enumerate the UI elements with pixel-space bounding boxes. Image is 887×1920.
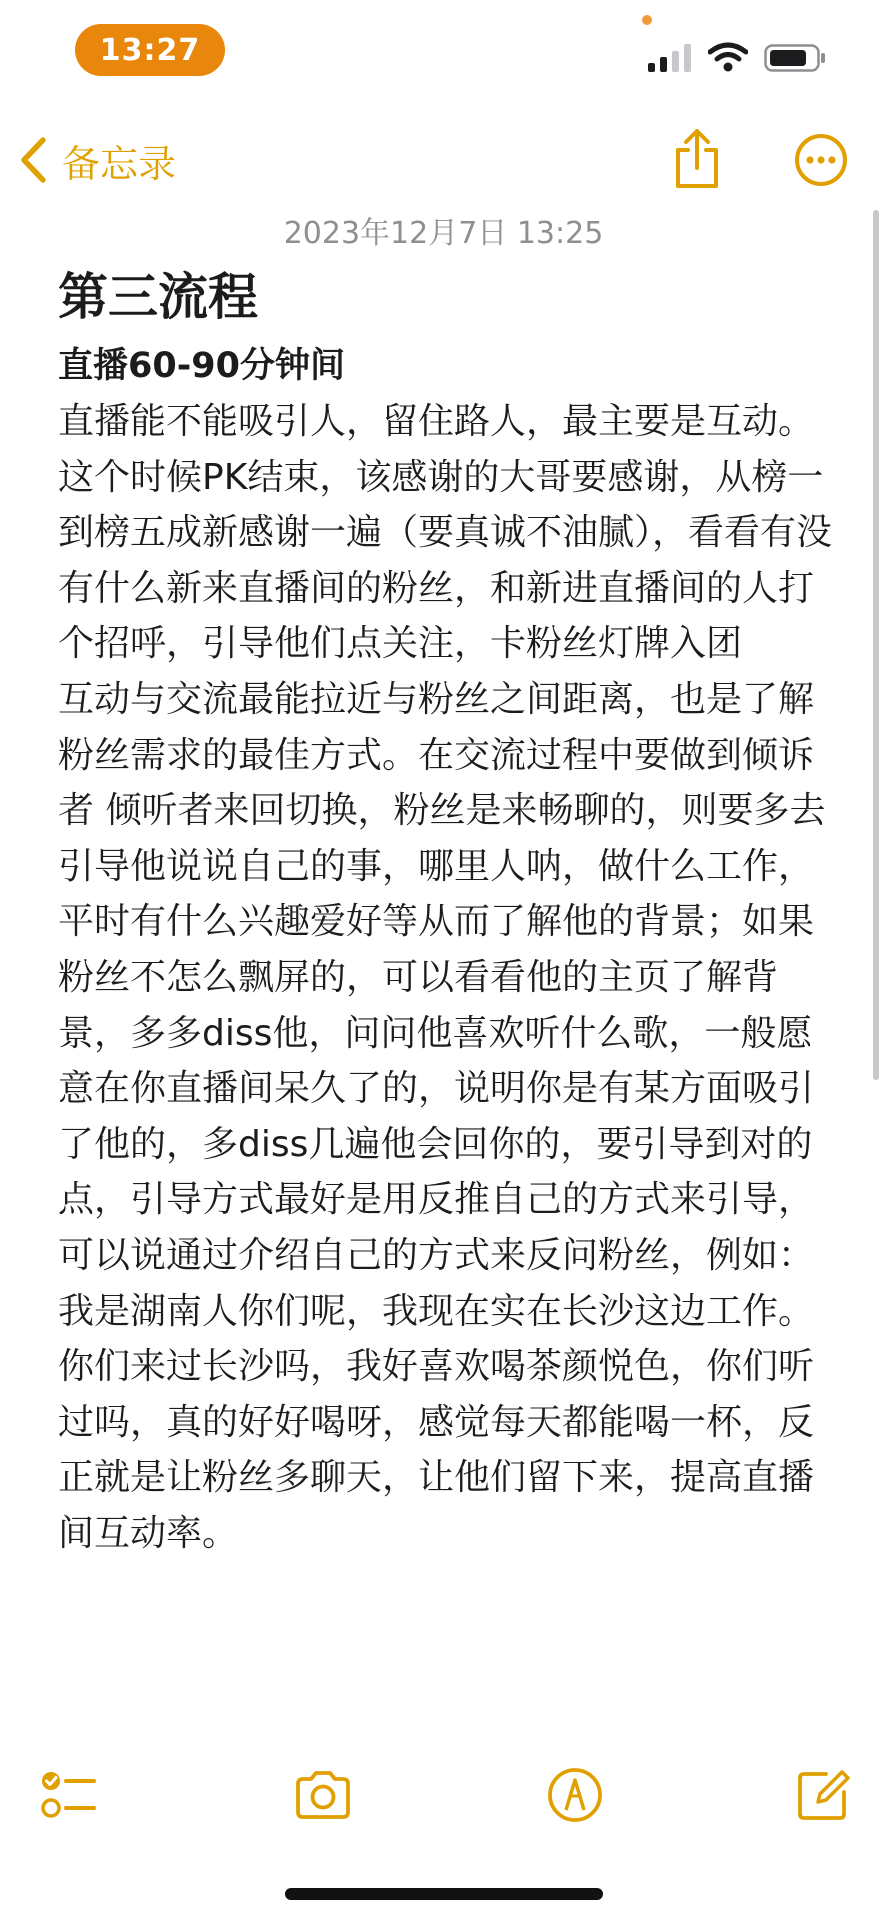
privacy-indicator-dot <box>642 15 652 25</box>
bottom-toolbar <box>0 1750 887 1840</box>
note-date: 2023年12月7日 13:25 <box>283 216 604 251</box>
ellipsis-circle-icon[interactable] <box>793 132 849 188</box>
note-body[interactable] <box>58 262 838 1561</box>
compose-icon[interactable] <box>792 1764 854 1826</box>
checklist-icon[interactable] <box>38 1764 100 1826</box>
status-bar <box>0 0 887 110</box>
scroll-indicator[interactable] <box>873 210 879 1080</box>
note-paragraph: 这个时候PK结束，该感谢的大哥要感谢，从榜一到榜五成新感谢一遍（要真诚不油腻），看看有没有什么新来直播间的粉丝，和新进直播间的人打个招呼，引导他们点关注，卡粉丝灯牌入团 <box>58 456 833 665</box>
home-indicator[interactable] <box>285 1888 603 1900</box>
battery-icon <box>764 44 826 72</box>
markup-pen-icon[interactable] <box>544 1764 606 1826</box>
status-time: 13:27 <box>75 24 225 76</box>
note-paragraph: 直播能不能吸引人，留住路人，最主要是互动。 <box>58 401 815 442</box>
back-label: 备忘录 <box>62 141 177 186</box>
note-title: 第三流程 <box>58 268 258 326</box>
chevron-left-icon <box>18 136 48 184</box>
share-icon[interactable] <box>670 128 724 192</box>
wifi-icon <box>708 42 748 72</box>
navigation-bar <box>0 120 887 200</box>
note-heading: 直播60-90分钟间 <box>58 346 345 386</box>
back-button[interactable] <box>18 120 176 200</box>
camera-icon[interactable] <box>292 1764 354 1826</box>
signal-icon <box>648 44 694 72</box>
note-paragraph: 互动与交流最能拉近与粉丝之间距离，也是了解粉丝需求的最佳方式。在交流过程中要做到倾诉者 倾听者来回切换，粉丝是来畅聊的，则要多去引导他说说自己的事，哪里人呐，做什么工作，平时有什么兴趣爱好等从而了解他的背景；如果粉丝不怎么飘屏的，可以看看他的主页了解背景，多多diss他，问问他喜欢听什么歌，一般愿意在你直播间呆久了的，说明你是有某方面吸引了他的，多diss几遍他会回你的，要引导到对的点，引导方式最好是用反推自己的方式来引导，可以说通过介绍自己的方式来反问粉丝，例如：我是湖南人你们呢，我现在实在长沙这边工作。你们来过长沙吗，我好喜欢喝茶颜悦色，你们听过吗，真的好好喝呀，感觉每天都能喝一杯，反正就是让粉丝多聊天，让他们留下来，提高直播间互动率。 <box>58 678 826 1554</box>
